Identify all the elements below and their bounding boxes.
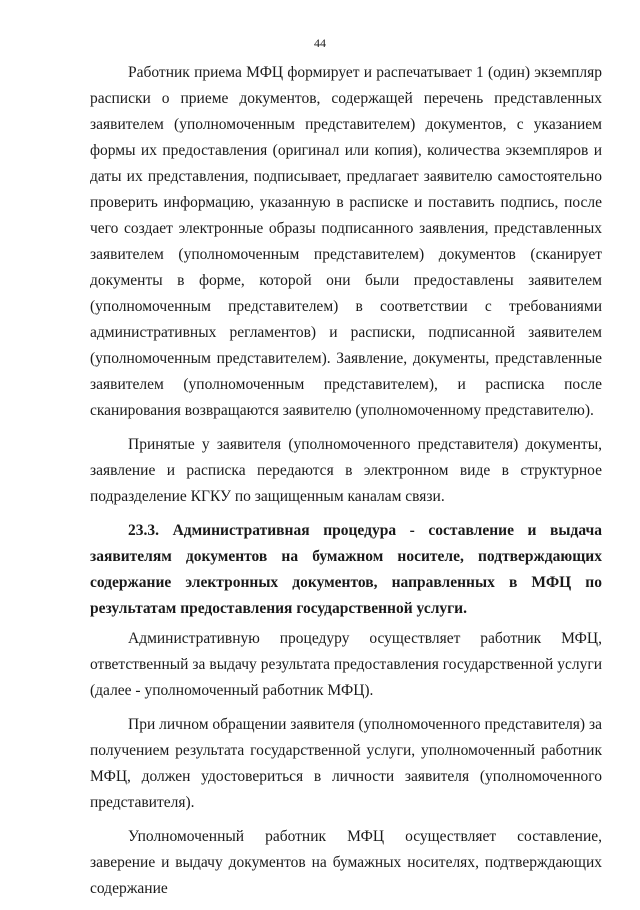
section-heading: 23.3. Административная процедура - составление и выдача заявителям документов на бумажном носителе, подтверждающих содержание электронных документов, направленных в МФЦ по результатам предоставления государственной услуги. bbox=[90, 522, 602, 617]
paragraph-identity: При личном обращении заявителя (уполномоченного представителя) за получением результата государственной услуги, уполномоченный работник МФЦ, должен удостовериться в личности заявителя (уполномоченного представителя). bbox=[90, 716, 602, 811]
page-number: 44 bbox=[314, 36, 326, 50]
paragraph-responsible: Административную процедуру осуществляет работник МФЦ, ответственный за выдачу результата предоставления государственной услуги (далее - уполномоченный работник МФЦ). bbox=[90, 630, 602, 699]
paragraph-transfer: Принятые у заявителя (уполномоченного представителя) документы, заявление и расписка передаются в электронном виде в структурное подразделение КГКУ по защищенным каналам связи. bbox=[90, 436, 602, 505]
paragraph-issuance: Уполномоченный работник МФЦ осуществляет составление, заверение и выдачу документов на бумажных носителях, подтверждающих содержание bbox=[90, 828, 602, 897]
document-body bbox=[90, 60, 602, 910]
paragraph-receipt: Работник приема МФЦ формирует и распечатывает 1 (один) экземпляр расписки о приеме документов, содержащей перечень представленных заявителем (уполномоченным представителем) документов, с указанием формы их предоставления (оригинал или копия), количества экземпляров и даты их представления, подписывает, предлагает заявителю самостоятельно проверить информацию, указанную в расписке и поставить подпись, после чего создает электронные образы подписанного заявления, представленных заявителем (уполномоченным представителем) документов (сканирует документы в форме, которой они были предоставлены заявителем (уполномоченным представителем) в соответствии с требованиями административных регламентов) и расписки, подписанной заявителем (уполномоченным представителем). Заявление, документы, представленные заявителем (уполномоченным представителем), и расписка после сканирования возвращаются заявителю (уполномоченному представителю). bbox=[90, 64, 602, 419]
